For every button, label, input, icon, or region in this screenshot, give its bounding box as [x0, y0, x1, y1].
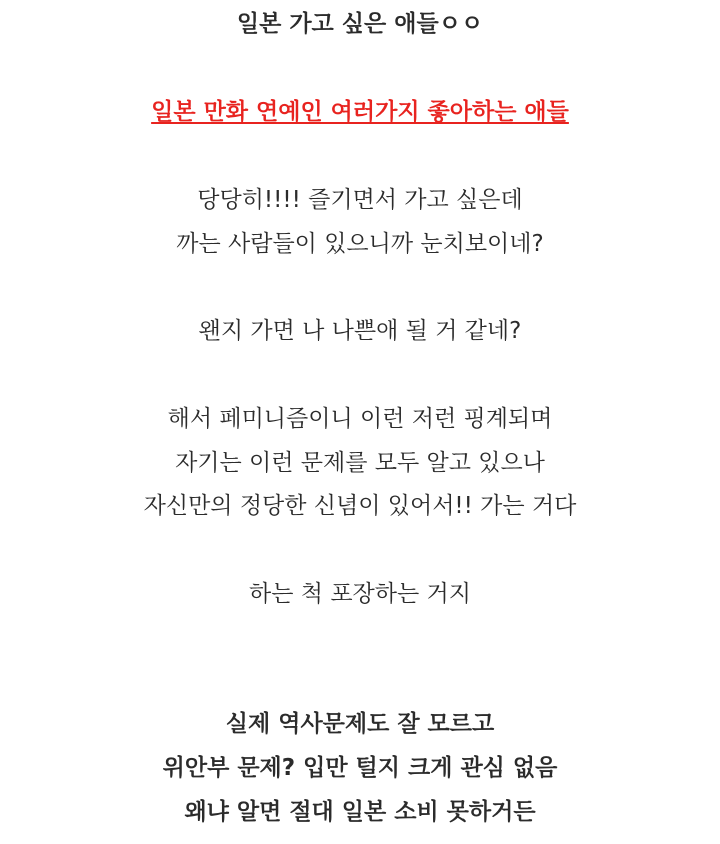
conclusion-line: 실제 역사문제도 잘 모르고 — [225, 711, 495, 737]
highlight-line: 일본 만화 연예인 여러가지 좋아하는 애들 — [151, 99, 569, 125]
text-line: 까는 사람들이 있으니까 눈치보이네? — [176, 231, 544, 257]
text-line: 자기는 이런 문제를 모두 알고 있으나 — [175, 450, 545, 476]
text-line: 당당히!!!! 즐기면서 가고 싶은데 — [197, 187, 523, 213]
conclusion-line: 왜냐 알면 절대 일본 소비 못하거든 — [184, 799, 536, 825]
text-line: 왠지 가면 나 나쁜애 될 거 같네? — [198, 318, 522, 344]
conclusion-line: 위안부 문제? 입만 털지 크게 관심 없음 — [162, 755, 558, 781]
text-line: 해서 페미니즘이니 이런 저런 핑계되며 — [167, 406, 553, 432]
text-line: 하는 척 포장하는 거지 — [249, 581, 471, 607]
text-line: 자신만의 정당한 신념이 있어서!! 가는 거다 — [143, 493, 577, 519]
title-line: 일본 가고 싶은 애들ㅇㅇ — [236, 11, 484, 37]
